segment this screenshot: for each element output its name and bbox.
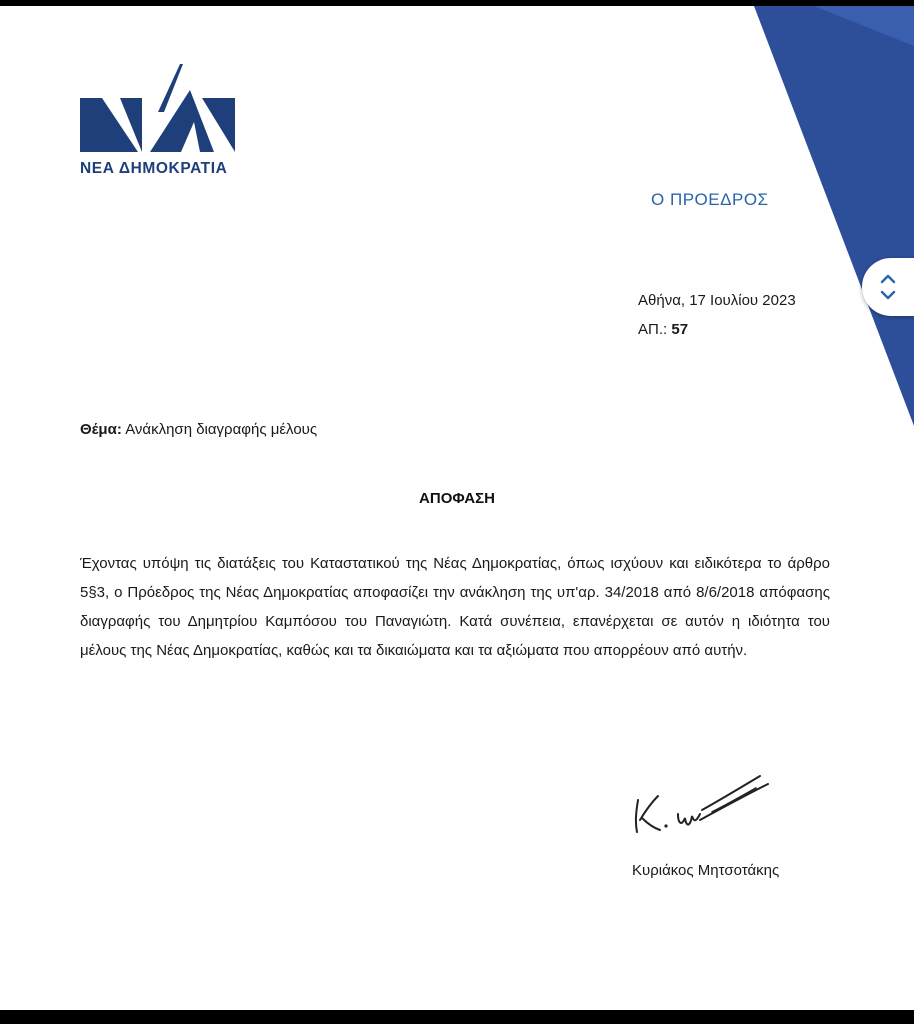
logo-wordmark: ΝΕΑ ΔΗΜΟΚΡΑΤΙΑ [80,160,228,177]
handwritten-signature [628,770,778,847]
document-date: Αθήνα, 17 Ιουλίου 2023 [638,292,796,309]
signer-name: Κυριάκος Μητσοτάκης [632,862,780,879]
reference-line [638,315,796,344]
nd-logo-icon [80,64,240,154]
scroll-updown-icon[interactable] [876,270,900,304]
document-page [0,6,914,1010]
reference-number: 57 [671,321,689,338]
scroll-control[interactable] [862,258,914,316]
decision-heading: ΑΠΟΦΑΣΗ [419,490,495,507]
decision-body: Έχοντας υπόψη τις διατάξεις του Καταστατικού της Νέας Δημοκρατίας, όπως ισχύουν και ειδικότερα το άρθρο 5§3, ο Πρόεδρος της Νέας Δημοκρατίας αποφασίζει την ανάκληση της υπ'αρ. 34/2018 από 8/6/2018 απόφασης διαγραφής του Δημητρίου Καμπόσου του Παναγιώτη. Κατά συνέπεια, επανέρχεται σε αυτόν η ιδιότητα του μέλους της Νέας Δημοκρατίας, καθώς και τα δικαιώματα και τα αξιώματα που απορρέουν από αυτήν. [80,555,830,659]
corner-decoration [754,6,914,426]
reference-label: ΑΠ.: [638,321,668,338]
document-meta [638,286,796,344]
subject-line [80,421,317,438]
subject-label: Θέμα: [80,421,122,438]
party-logo [80,64,250,178]
office-title: Ο ΠΡΟΕΔΡΟΣ [651,190,769,209]
subject-text: Ανάκληση διαγραφής μέλους [125,421,318,438]
